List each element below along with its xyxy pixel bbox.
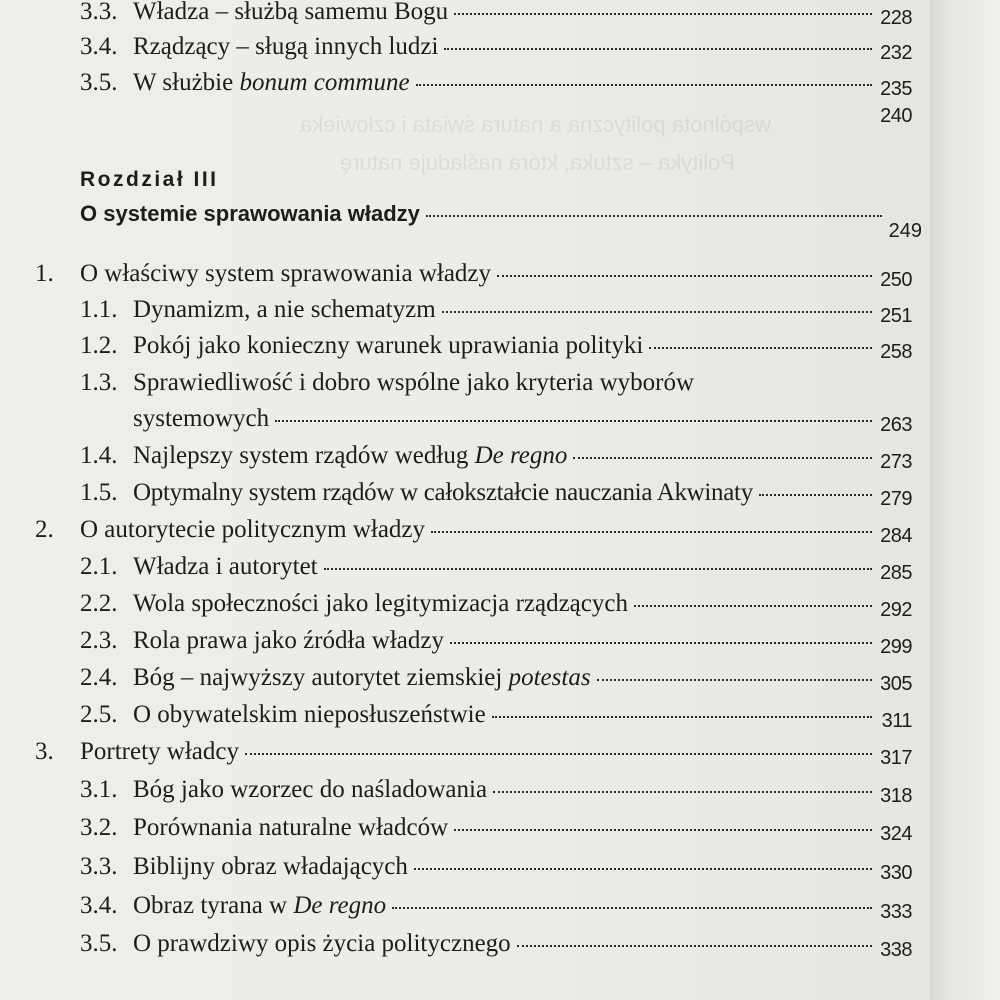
- page-number: 318: [880, 785, 912, 807]
- entry-title: O obywatelskim nieposłuszeństwie: [133, 701, 486, 728]
- page-number: 273: [880, 451, 912, 473]
- toc-entry: [0, 328, 920, 364]
- toc-entry: [0, 623, 920, 659]
- page-number: 263: [880, 414, 912, 436]
- toc-entry: [0, 772, 920, 808]
- toc-entry: [0, 734, 920, 770]
- leader-dots: [431, 531, 872, 533]
- toc-entry: [0, 256, 920, 292]
- entry-number: 1.5.: [80, 479, 118, 506]
- entry-title: Dynamizm, a nie schematyzm: [133, 296, 436, 323]
- page-number: 292: [880, 599, 912, 621]
- leader-dots: [517, 945, 872, 947]
- entry-number: 1.: [35, 260, 54, 287]
- leader-dots: [492, 716, 872, 718]
- entry-number: 3.5.: [80, 930, 118, 957]
- page-number: 330: [880, 862, 912, 884]
- page-number: 232: [880, 42, 912, 64]
- leader-dots: [442, 311, 872, 313]
- leader-dots: [759, 494, 872, 496]
- entry-title: Władza – służbą samemu Bogu: [133, 0, 449, 25]
- page-number: 305: [880, 673, 912, 695]
- chapter-page-number: 249: [888, 220, 922, 242]
- toc-entry: [0, 475, 920, 511]
- toc-entry: [0, 292, 920, 328]
- entry-title: O autorytecie politycznym władzy: [80, 516, 426, 543]
- page-number: 279: [880, 488, 912, 510]
- entry-title: Najlepszy system rządów według De regno: [133, 442, 568, 469]
- leader-dots: [597, 679, 872, 681]
- leader-dots: [454, 829, 872, 831]
- leader-dots: [324, 568, 872, 570]
- page-number: 258: [880, 341, 912, 363]
- entry-number: 3.: [35, 738, 54, 765]
- leader-dots: [573, 457, 872, 459]
- entry-title-continued: systemowych: [133, 405, 270, 432]
- entry-title: Obraz tyrana w De regno: [133, 892, 387, 919]
- toc-entry: [0, 512, 920, 548]
- entry-number: 3.3.: [80, 853, 118, 880]
- entry-title: Porównania naturalne władców: [133, 814, 449, 841]
- toc-entry: [0, 92, 920, 128]
- entry-title: Sprawiedliwość i dobro wspólne jako kryteria wyborów: [133, 369, 694, 396]
- entry-title: W służbie bonum commune: [133, 69, 410, 96]
- chapter-label: Rozdział III: [80, 168, 219, 191]
- toc-entry: [0, 29, 920, 65]
- leader-dots: [634, 605, 872, 607]
- entry-title: Optymalny system rządów w całokształcie nauczania Akwinaty: [133, 479, 753, 506]
- leader-dots: [497, 275, 872, 277]
- entry-number: 3.3.: [80, 0, 118, 25]
- entry-number: 1.3.: [80, 369, 118, 396]
- leader-dots: [454, 13, 872, 15]
- toc-entry: [0, 888, 920, 924]
- entry-number: 1.4.: [80, 442, 118, 469]
- entry-number: 2.: [35, 516, 54, 543]
- toc-entry: [0, 697, 920, 733]
- entry-title: Rola prawa jako źródła władzy: [133, 627, 444, 654]
- page-number: 284: [880, 525, 912, 547]
- entry-number: 2.2.: [80, 590, 118, 617]
- entry-title: Rządzący – sługą innych ludzi: [133, 33, 439, 60]
- entry-title: Biblijny obraz władających: [133, 853, 408, 880]
- page-number: 338: [880, 939, 912, 961]
- bleed-through-text: wspólnota polityczna a natura świata i człowieka: [300, 112, 771, 137]
- page-number: 235: [880, 78, 912, 100]
- toc-entry: [0, 660, 920, 696]
- page-number: 250: [880, 269, 912, 291]
- entry-number: 3.5.: [80, 69, 118, 96]
- leader-dots: [649, 347, 872, 349]
- toc-entry: [0, 849, 920, 885]
- entry-title: Bóg – najwyższy autorytet ziemskiej potestas: [133, 664, 591, 691]
- page-number: 317: [880, 747, 912, 769]
- bleed-through-text: Polityka – sztuka, która naśladuje naturę: [340, 150, 736, 175]
- leader-dots: [392, 907, 872, 909]
- leader-dots: [275, 420, 872, 422]
- entry-title: Portrety władcy: [80, 738, 239, 765]
- entry-number: 2.1.: [80, 553, 118, 580]
- entry-number: 3.2.: [80, 814, 118, 841]
- toc-entry: [0, 0, 920, 30]
- toc-entry: [0, 926, 920, 962]
- entry-title: Władza i autorytet: [133, 553, 318, 580]
- entry-title: O właściwy system sprawowania władzy: [80, 260, 492, 287]
- entry-number: 3.1.: [80, 776, 118, 803]
- toc-entry: [0, 365, 920, 401]
- entry-number: 2.5.: [80, 701, 118, 728]
- entry-number: 1.1.: [80, 296, 118, 323]
- leader-dots: [450, 642, 872, 644]
- entry-title: Pokój jako konieczny warunek uprawiania polityki: [133, 332, 644, 359]
- toc-entry-continued: [0, 401, 920, 437]
- leader-dots: [444, 48, 872, 50]
- entry-number: 1.2.: [80, 332, 118, 359]
- toc-entry: [0, 549, 920, 585]
- entry-title: Bóg jako wzorzec do naśladowania: [133, 776, 488, 803]
- leader-dots: [493, 791, 872, 793]
- entry-number: 3.4.: [80, 892, 118, 919]
- page-number: 228: [880, 7, 912, 29]
- entry-title: Wola społeczności jako legitymizacja rządzących: [133, 590, 628, 617]
- leader-dots: [245, 753, 872, 755]
- page-number: 251: [880, 305, 912, 327]
- chapter-title-text: O systemie sprawowania władzy: [80, 201, 420, 226]
- chapter-title: [80, 196, 888, 232]
- entry-number: 2.4.: [80, 664, 118, 691]
- page-number: 240: [880, 105, 912, 127]
- entry-title: O prawdziwy opis życia politycznego: [133, 930, 511, 957]
- toc-entry: [0, 810, 920, 846]
- entry-number: 3.4.: [80, 33, 118, 60]
- leader-dots: [426, 215, 882, 217]
- page-number: 299: [880, 636, 912, 658]
- page-number: 324: [880, 823, 912, 845]
- page-number: 333: [880, 901, 912, 923]
- page-edge: [930, 0, 1000, 1000]
- page-number: 311: [881, 710, 912, 732]
- toc-entry: [0, 586, 920, 622]
- page-number: 285: [880, 562, 912, 584]
- entry-number: 2.3.: [80, 627, 118, 654]
- leader-dots: [416, 84, 872, 86]
- leader-dots: [414, 868, 872, 870]
- toc-entry: [0, 438, 920, 474]
